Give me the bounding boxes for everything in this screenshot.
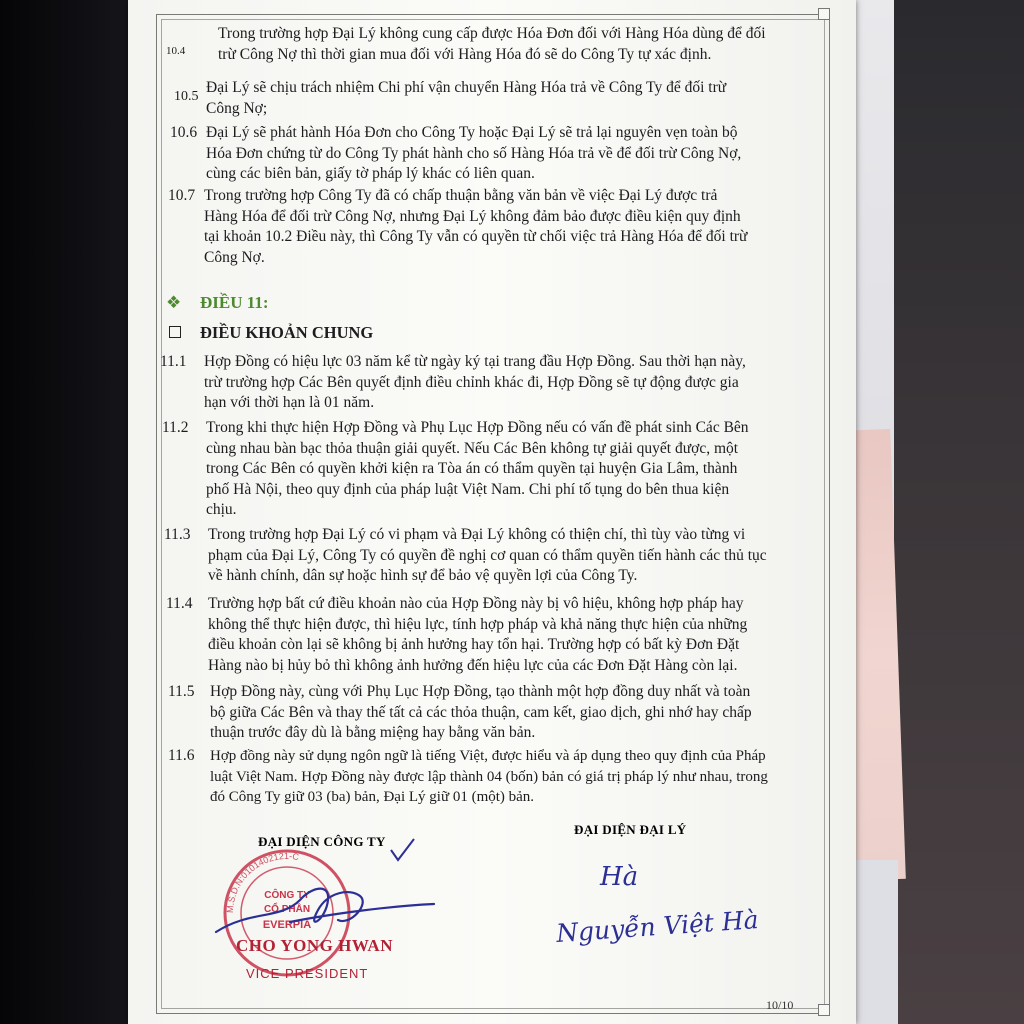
clause-number: 11.3 [164,526,191,543]
company-signer-title: VICE PRESIDENT [246,966,369,981]
clause-text: Trong khi thực hiện Hợp Đồng và Phụ Lục Hợp Đồng nếu có vấn đề phát sinh Các Bên cùng nhau bàn bạc thỏa thuận giải quyết. Nếu Các Bên không tự giải quyết được, một trong Các Bên có quyền khởi kiện ra Tòa án có thẩm quyền tại huyện Gia Lâm, thành phố Hà Nội, theo quy định của pháp luật Việt Nam. Chi phí tố tụng do bên thua kiện chịu. [206,419,749,518]
clause-number: 10.4 [166,45,186,57]
agent-handwriting-name: Nguyễn Việt Hà [555,904,760,949]
clause-text: Trong trường hợp Đại Lý có vi phạm và Đại Lý không có thiện chí, thì tùy vào từng vi phạm của Đại Lý, Công Ty có quyền đề nghị cơ quan có thẩm quyền tiến hành các thủ tục về hành chính, dân sự hoặc hình sự để bảo vệ quyền lợi của Công Ty. [208,526,767,584]
clause-number: 10.6 [170,124,198,141]
stamp-center-text: EVERPIA [262,919,312,931]
clause-number: 11.4 [166,595,193,612]
clause-text: Đại Lý sẽ phát hành Hóa Đơn cho Công Ty hoặc Đại Lý sẽ trả lại nguyên vẹn toàn bộ Hóa Đơn chứng từ do Công Ty phát hành cho số Hàng Hóa trả về để đối trừ Công Nợ, cùng các biên bản, giấy tờ pháp lý khác có liên quan. [206,124,742,182]
checkbox-bullet-icon [169,326,181,338]
stamp-center-text: CÔNG TY [264,890,310,901]
agent-handwriting-short: Hà [600,862,639,892]
check-mark-icon [388,836,418,866]
company-representative-heading: ĐẠI DIỆN CÔNG TY [258,834,386,849]
clause-text: Trường hợp bất cứ điều khoản nào của Hợp Đồng này bị vô hiệu, không hợp pháp hay không thể thực hiện được, thì hiệu lực, tính hợp pháp và khả năng thực hiện của những điều khoản còn lại sẽ không bị ảnh hưởng hay tổn hại. Trường hợp có bất kỳ Đơn Đặt Hàng nào bị hủy bỏ thì không ảnh hưởng đến hiệu lực của các Đơn Đặt Hàng còn lại. [208,595,748,674]
agent-representative-heading: ĐẠI DIỆN ĐẠI LÝ [574,822,687,837]
clause-text: Hợp Đồng này, cùng với Phụ Lục Hợp Đồng, tạo thành một hợp đồng duy nhất và toàn bộ giữa Các Bên và thay thế tất cả các thỏa thuận, cam kết, giao dịch, ghi nhớ hay chấp thuận trước đây dù là bằng miệng hay bằng văn bản. [210,683,752,741]
diamond-bullet-icon: ❖ [166,293,182,312]
article-title: ĐIỀU 11: [200,293,269,312]
clause-number: 11.1 [160,353,187,370]
section-title: ĐIỀU KHOẢN CHUNG [200,323,374,342]
clause-number: 10.7 [168,187,196,204]
stamp-center-text: CỔ PHẦN [263,904,311,915]
corner-ornament-bottom-right [818,1004,830,1016]
page-number: 10/10 [766,998,794,1012]
corner-ornament-top-right [818,8,830,20]
background-left [0,0,128,1024]
clause-number: 11.5 [168,683,195,700]
clause-number: 11.2 [162,419,189,436]
clause-text: Trong trường hợp Công Ty đã có chấp thuận bằng văn bản về việc Đại Lý được trả Hàng Hóa để đối trừ Công Nợ, nhưng Đại Lý không đảm bảo được điều kiện quy định tại khoản 10.2 Điều này, thì Công Ty vẫn có quyền từ chối việc trả Hàng Hóa để đối trừ Công Nợ. [204,187,748,266]
company-signer-name: CHO YONG HWAN [236,936,393,955]
clause-text: Đại Lý sẽ chịu trách nhiệm Chi phí vận chuyển Hàng Hóa trả về Công Ty để đối trừ Công Nợ; [206,79,727,117]
clause-number: 10.5 [174,89,199,104]
stamp-ring-text: M.S.D.N:0101402121-C [224,850,300,914]
clause-text: Trong trường hợp Đại Lý không cung cấp được Hóa Đơn đối với Hàng Hóa dùng để đối trừ Công Nợ thì thời gian mua đối với Hàng Hóa đó sẽ do Công Ty tự xác định. [218,25,766,63]
clause-text: Hợp Đồng có hiệu lực 03 năm kể từ ngày ký tại trang đầu Hợp Đồng. Sau thời hạn này, trừ trường hợp Các Bên quyết định điều chỉnh khác đi, Hợp Đồng sẽ tự động được gia hạn với thời hạn là 01 năm. [204,353,746,411]
clause-text: Hợp đồng này sử dụng ngôn ngữ là tiếng Việt, được hiểu và áp dụng theo quy định của Pháp luật Việt Nam. Hợp Đồng này được lập thành 04 (bốn) bản có giá trị pháp lý như nhau, trong đó Công Ty giữ 03 (ba) bản, Đại Lý giữ 01 (một) bản. [210,748,768,805]
clause-number: 11.6 [168,747,195,764]
